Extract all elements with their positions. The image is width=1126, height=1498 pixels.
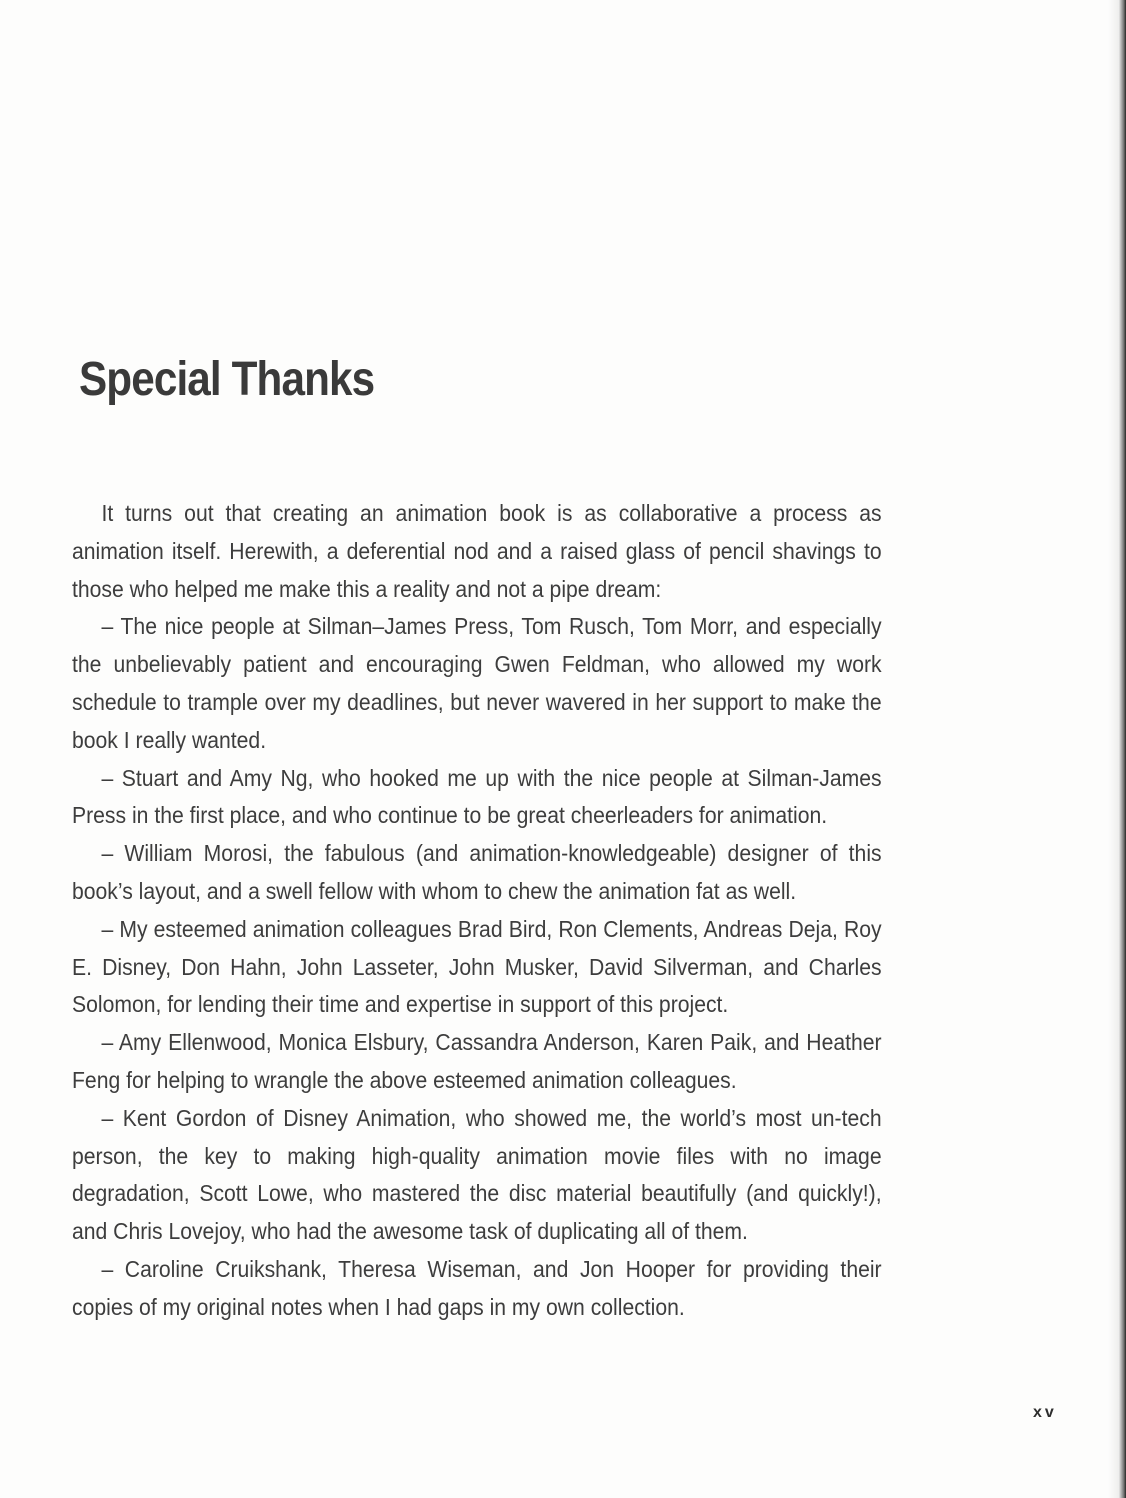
paragraph-intro: It turns out that creating an animation book is as collaborative a process as animation itself. Herewith, a deferential nod and a raised glass of pencil shavings to those who helped me make this a reality and not a pipe dream: xyxy=(72,500,882,602)
paragraph-notes: – Caroline Cruikshank, Theresa Wiseman, and Jon Hooper for providing their copies of my original notes when I had gaps in my own collection. xyxy=(72,1255,882,1320)
paragraph-colleagues: – My esteemed animation colleagues Brad Bird, Ron Clements, Andreas Deja, Roy E. Disney, Don Hahn, John Lasseter, John Musker, David Silverman, and Charles Solomon, for lending their time and expertise in support of this project. xyxy=(72,915,882,1018)
paragraph-stuart-amy: – Stuart and Amy Ng, who hooked me up with the nice people at Silman-James Press in the first place, and who continue to be great cheerleaders for animation. xyxy=(72,764,882,829)
page-number: xv xyxy=(1033,1404,1057,1421)
paragraph-kent-gordon: – Kent Gordon of Disney Animation, who showed me, the world’s most un-tech person, the key to making high-quality animation movie files with no image degradation, Scott Lowe, who mastered the disc material beautifully (and quickly!), and Chris Lovejoy, who had the awesome task of duplicating all of them. xyxy=(72,1104,882,1245)
paragraph-silman-james: – The nice people at Silman–James Press, Tom Rusch, Tom Morr, and especially the unbelievably patient and encouraging Gwen Feldman, who allowed my work schedule to trample over my deadlines, but never wavered in her support to make the book I really wanted. xyxy=(72,613,882,753)
page-edge-shadow xyxy=(1108,0,1126,1498)
paragraph-wranglers: – Amy Ellenwood, Monica Elsbury, Cassandra Anderson, Karen Paik, and Heather Feng for helping to wrangle the above esteemed animation colleagues. xyxy=(72,1029,882,1093)
body-text xyxy=(72,495,882,1327)
page-title: Special Thanks xyxy=(79,353,375,406)
paragraph-william-morosi: – William Morosi, the fabulous (and animation-knowledgeable) designer of this book’s layout, and a swell fellow with whom to chew the animation fat as well. xyxy=(72,840,882,904)
